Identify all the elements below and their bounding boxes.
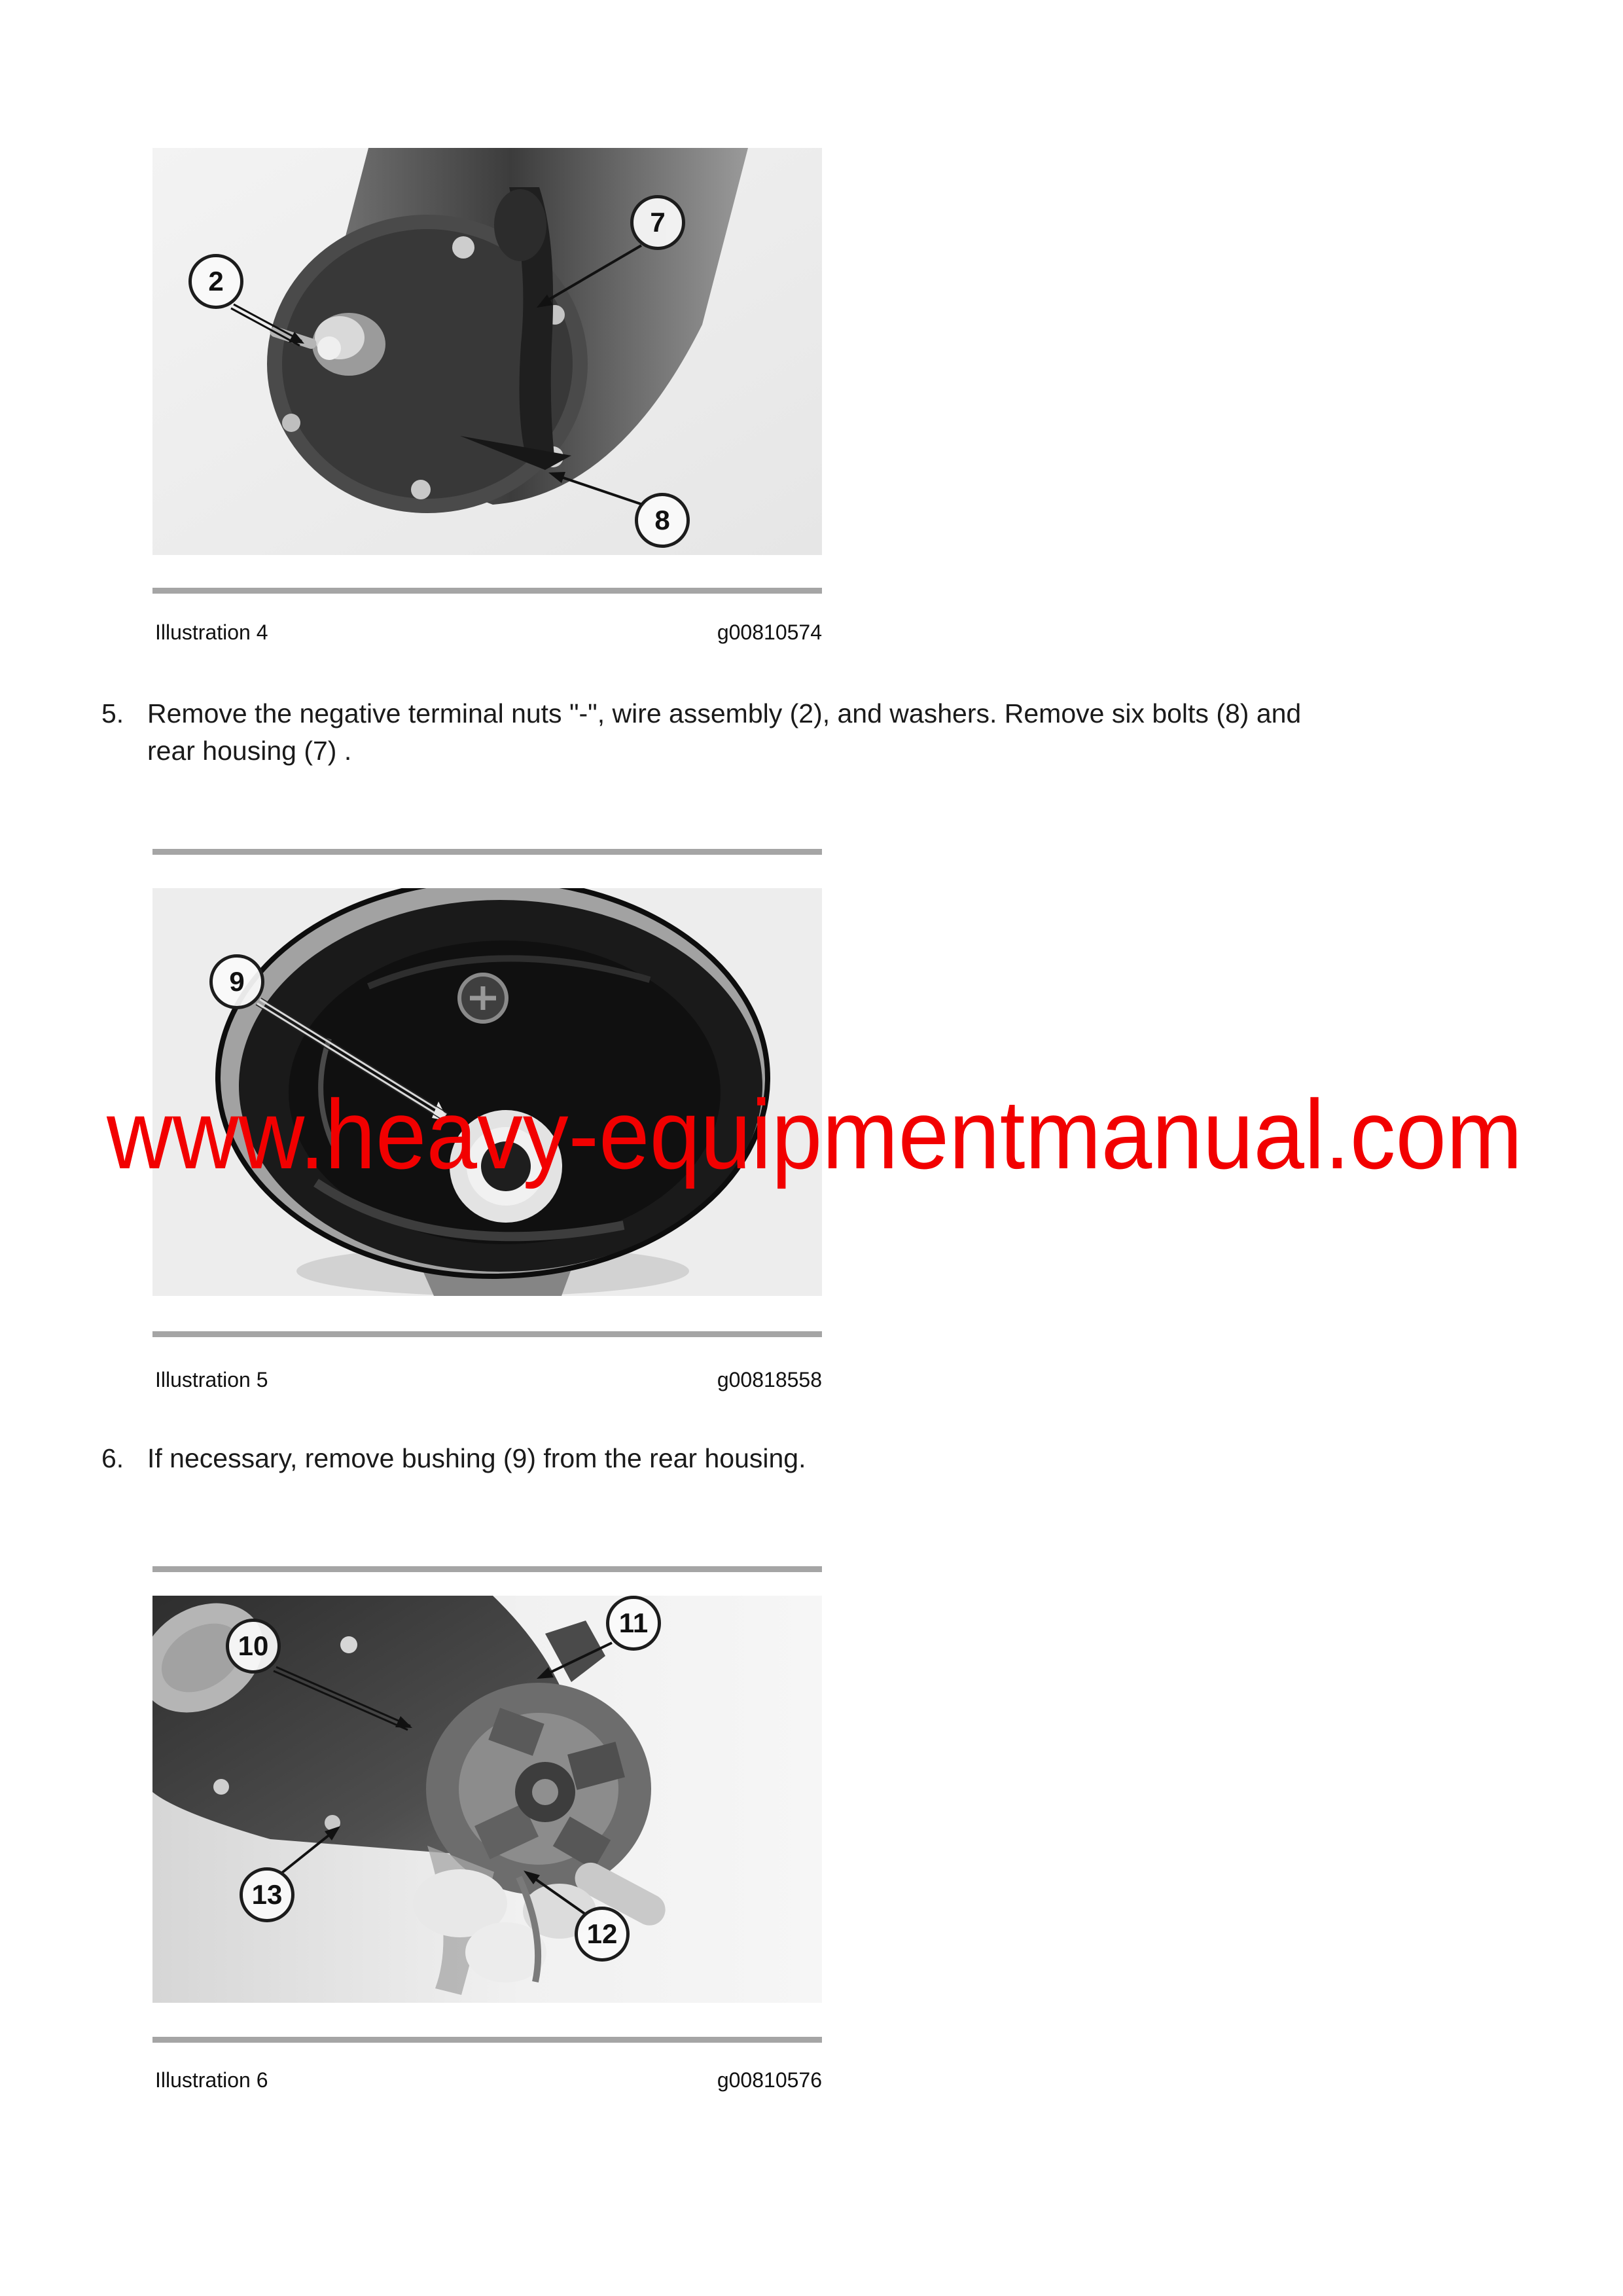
callout-arrow-8 xyxy=(548,472,645,505)
callout-arrow-10 xyxy=(274,1667,412,1730)
illustration-4-title: Illustration 4 xyxy=(155,620,268,644)
divider-rule xyxy=(152,2037,822,2043)
callout-arrow-11 xyxy=(537,1643,612,1679)
illustration-5-caption xyxy=(152,1368,822,1392)
step-5 xyxy=(101,695,1301,770)
callout-label: 7 xyxy=(650,207,666,238)
illustration-4-code: g00810574 xyxy=(717,620,822,644)
step-6-number: 6. xyxy=(101,1443,124,1473)
illustration-5-title: Illustration 5 xyxy=(155,1368,268,1391)
illustration-5-code: g00818558 xyxy=(717,1368,822,1391)
divider-rule xyxy=(152,1566,822,1572)
divider-rule xyxy=(152,849,822,855)
callout-arrow-2 xyxy=(231,304,304,346)
step-5-text xyxy=(147,695,1301,770)
step-5-number: 5. xyxy=(101,698,124,728)
step-6 xyxy=(101,1440,806,1477)
callout-label: 2 xyxy=(208,266,224,296)
step-5-line-2: rear housing (7) . xyxy=(147,736,352,766)
callout-label: 13 xyxy=(251,1879,283,1910)
callout-circle-13 xyxy=(240,1867,294,1922)
step-6-text xyxy=(147,1440,806,1477)
illustration-6-code: g00810576 xyxy=(717,2068,822,2092)
illustration-6-caption xyxy=(152,2068,822,2092)
divider-rule xyxy=(152,1331,822,1337)
step-5-line-1: Remove the negative terminal nuts "-", wire assembly (2), and washers. Remove six bolts (8) and xyxy=(147,698,1302,728)
callout-circle-7 xyxy=(630,195,685,250)
callout-circle-9 xyxy=(209,954,264,1009)
callout-label: 9 xyxy=(229,966,245,997)
illustration-4-photo xyxy=(152,148,822,555)
illustration-4-caption xyxy=(152,620,822,645)
step-6-line-1: If necessary, remove bushing (9) from the rear housing. xyxy=(147,1443,806,1473)
divider-rule xyxy=(152,588,822,594)
callout-label: 10 xyxy=(238,1630,269,1661)
callout-arrow-12 xyxy=(524,1871,586,1914)
callout-arrow-13 xyxy=(281,1826,340,1873)
illustration-6-photo xyxy=(152,1596,822,2003)
callout-label: 8 xyxy=(654,505,670,535)
callout-label: 11 xyxy=(618,1607,649,1638)
watermark-text: www.heavy-equipmentmanual.com xyxy=(107,1079,1523,1189)
callout-label: 12 xyxy=(586,1918,618,1949)
callout-circle-2 xyxy=(188,254,243,309)
callout-circle-12 xyxy=(575,1907,630,1962)
callout-arrow-7 xyxy=(537,245,641,308)
callout-circle-10 xyxy=(226,1619,281,1674)
illustration-4-callout-arrows xyxy=(152,148,822,555)
illustration-6-title: Illustration 6 xyxy=(155,2068,268,2092)
callout-circle-11 xyxy=(606,1596,661,1651)
callout-circle-8 xyxy=(635,493,690,548)
